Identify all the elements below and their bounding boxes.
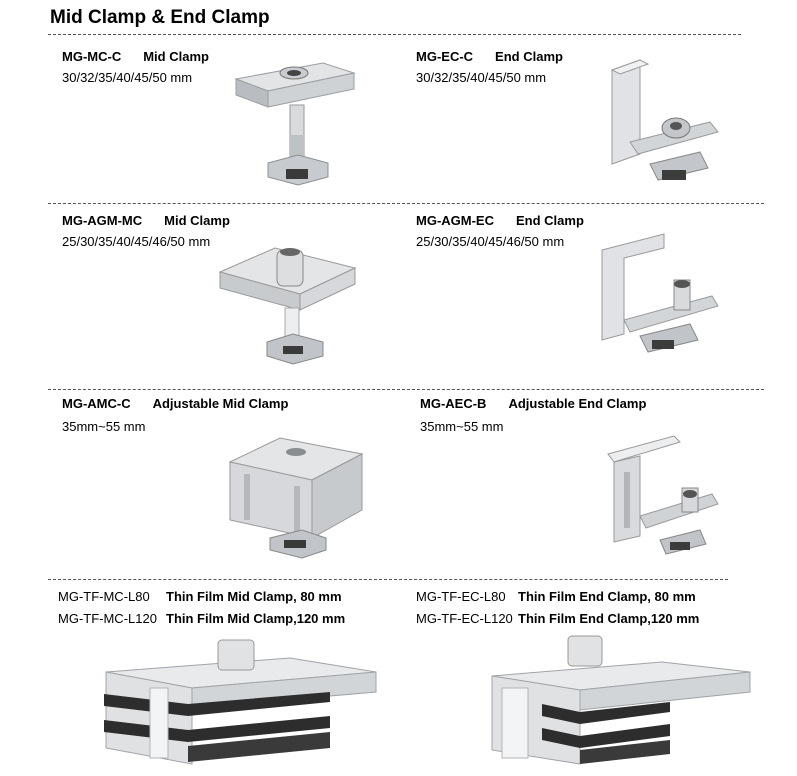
product-sizes: 30/32/35/40/45/50 mm — [62, 70, 193, 85]
product-thin-film-mid — [58, 587, 345, 629]
product-code: MG-AMC-C — [62, 396, 131, 411]
product-name: Adjustable Mid Clamp — [152, 396, 289, 411]
product-sizes: 25/30/35/40/45/46/50 mm — [416, 234, 565, 249]
product-name: End Clamp — [495, 49, 563, 64]
product-name: Mid Clamp — [143, 49, 209, 64]
thin-film-end-clamp-image — [482, 632, 782, 772]
product-code: MG-EC-C — [416, 49, 474, 64]
product-mg-mc-c — [62, 47, 209, 88]
product-name: End Clamp — [516, 213, 584, 228]
agm-end-clamp-image — [594, 228, 729, 363]
product-sizes: 35mm~55 mm — [420, 419, 504, 434]
adjustable-end-clamp-image — [600, 432, 730, 562]
row-divider-3 — [48, 579, 728, 580]
product-code: MG-AEC-B — [420, 396, 487, 411]
product-name: Mid Clamp — [164, 213, 230, 228]
product-mg-aec-b — [420, 394, 646, 437]
page-title: Mid Clamp & End Clamp — [50, 7, 270, 28]
product-sizes: 30/32/35/40/45/50 mm — [416, 70, 547, 85]
product-sizes: 35mm~55 mm — [62, 419, 146, 434]
product-mg-agm-mc — [62, 211, 230, 252]
product-code: MG-AGM-EC — [416, 213, 494, 228]
header-divider — [48, 34, 741, 35]
product-code: MG-TF-EC-L120 — [416, 611, 513, 626]
product-thin-film-end — [416, 587, 699, 629]
product-code: MG-AGM-MC — [62, 213, 143, 228]
product-name: Thin Film End Clamp,120 mm — [518, 611, 700, 626]
adjustable-mid-clamp-image — [222, 430, 372, 570]
product-name: Adjustable End Clamp — [508, 396, 647, 411]
product-code: MG-TF-EC-L80 — [416, 589, 506, 604]
product-code: MG-MC-C — [62, 49, 122, 64]
product-code: MG-TF-MC-L120 — [58, 611, 157, 626]
product-sizes: 25/30/35/40/45/46/50 mm — [62, 234, 211, 249]
agm-mid-clamp-image — [215, 238, 365, 378]
row-divider-1 — [48, 203, 764, 204]
product-mg-ec-c — [416, 47, 563, 88]
thin-film-mid-clamp-image — [100, 636, 400, 772]
product-code: MG-TF-MC-L80 — [58, 589, 150, 604]
product-name: Thin Film Mid Clamp,120 mm — [166, 611, 346, 626]
row-divider-2 — [48, 389, 764, 390]
product-name: Thin Film Mid Clamp, 80 mm — [166, 589, 342, 604]
product-name: Thin Film End Clamp, 80 mm — [518, 589, 696, 604]
product-mg-agm-ec — [416, 211, 584, 252]
mid-clamp-image — [228, 55, 368, 190]
end-clamp-image — [600, 52, 730, 192]
